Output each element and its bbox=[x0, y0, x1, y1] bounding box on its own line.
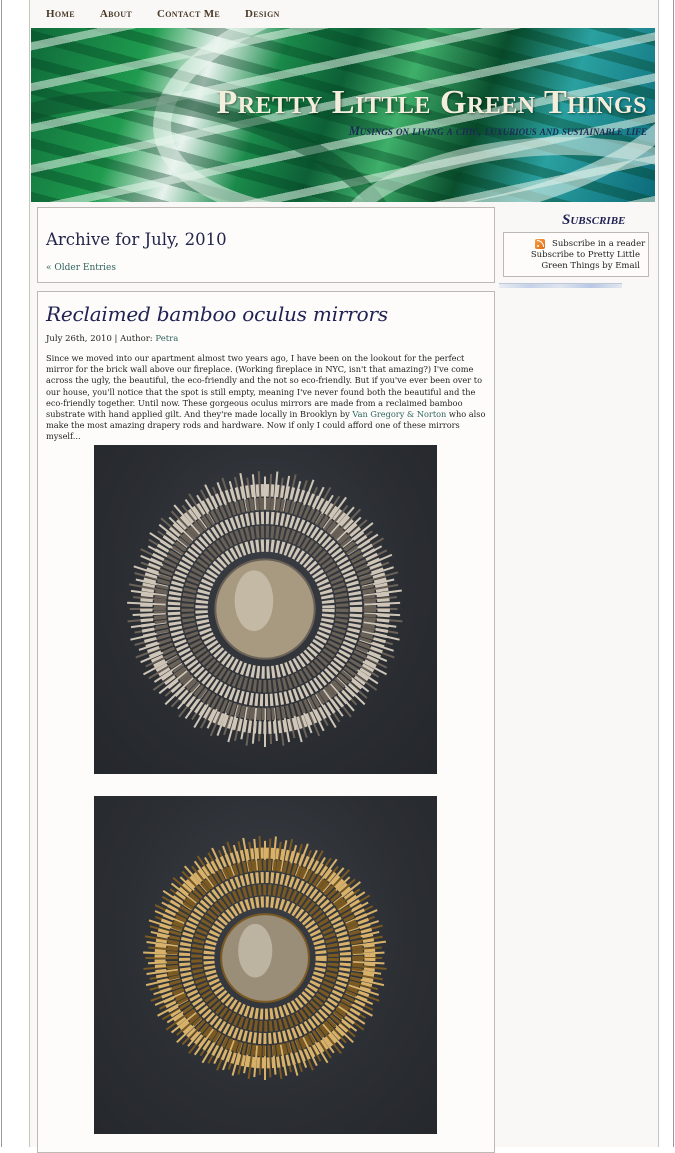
archive-title: Archive for July, 2010 bbox=[46, 230, 227, 249]
post-title[interactable]: Reclaimed bamboo oculus mirrors bbox=[46, 302, 388, 326]
nav-home-link[interactable]: Home bbox=[46, 8, 75, 20]
subscribe-widget bbox=[503, 232, 649, 277]
mirror-fringe-spike bbox=[269, 474, 271, 510]
subscribe-heading: Subscribe bbox=[562, 212, 626, 228]
silver-mirror-photo[interactable] bbox=[94, 445, 437, 774]
older-entries-link[interactable]: « Older Entries bbox=[46, 263, 116, 273]
post-body-text: who also make the most amazing drapery rods and hardware. Now if only I could afford one of these mirrors myself... bbox=[46, 409, 486, 442]
subscribe-email-link[interactable]: Subscribe to Pretty Little Green Things by Email bbox=[530, 250, 640, 271]
mirror-reflection bbox=[235, 570, 274, 631]
post-meta-separator: | Author: bbox=[111, 334, 156, 344]
gold-mirror-rings bbox=[143, 836, 386, 1080]
blog-tagline: Musings on living a chic, luxurious and sustainable life bbox=[348, 124, 647, 138]
van-gregory-norton-link[interactable]: Van Gregory & Norton bbox=[352, 409, 447, 420]
gold-mirror-photo[interactable] bbox=[94, 796, 437, 1134]
nav-about-link[interactable]: About bbox=[99, 8, 132, 20]
archive-header-box bbox=[37, 207, 495, 283]
mirror-reflection bbox=[238, 924, 272, 978]
post-entry bbox=[37, 291, 495, 1153]
post-meta bbox=[46, 334, 178, 344]
post-body-text: Since we moved into our apartment almost two years ago, I have been on the lookout for the perfect mirror for the brick wall above our fireplace. (Working fireplace in NYC, isn't that amazing?) I've come across the ugly, the beautiful, the eco-friendly and the not so eco-friendly. But if you've ever been over to our house, you'll notice that the spot is still empty, meaning I've never found both the beautiful and the eco-friendly together. Until now. These gorgeous oculus mirrors are made from a reclaimed bamboo substrate with hand applied gilt. And they're made locally in Brooklyn by bbox=[46, 353, 483, 420]
rss-feed-icon[interactable] bbox=[535, 239, 545, 249]
post-body bbox=[46, 353, 487, 443]
header-banner[interactable] bbox=[31, 28, 655, 202]
post-date: July 26th, 2010 bbox=[46, 334, 112, 344]
silver-mirror-image bbox=[94, 445, 437, 774]
blog-title[interactable]: Pretty Little Green Things bbox=[216, 84, 647, 121]
silver-mirror-rings bbox=[127, 471, 402, 747]
top-navigation bbox=[46, 8, 305, 24]
post-author-link[interactable]: Petra bbox=[155, 334, 179, 344]
nav-contact-link[interactable]: Contact Me bbox=[157, 8, 221, 20]
subscribe-reader-link[interactable]: Subscribe in a reader bbox=[552, 239, 646, 249]
gold-mirror-image bbox=[94, 796, 437, 1134]
nav-design-link[interactable]: Design bbox=[245, 8, 280, 20]
blog-page bbox=[29, 0, 659, 1147]
sidebar-widget-strip bbox=[499, 283, 622, 288]
